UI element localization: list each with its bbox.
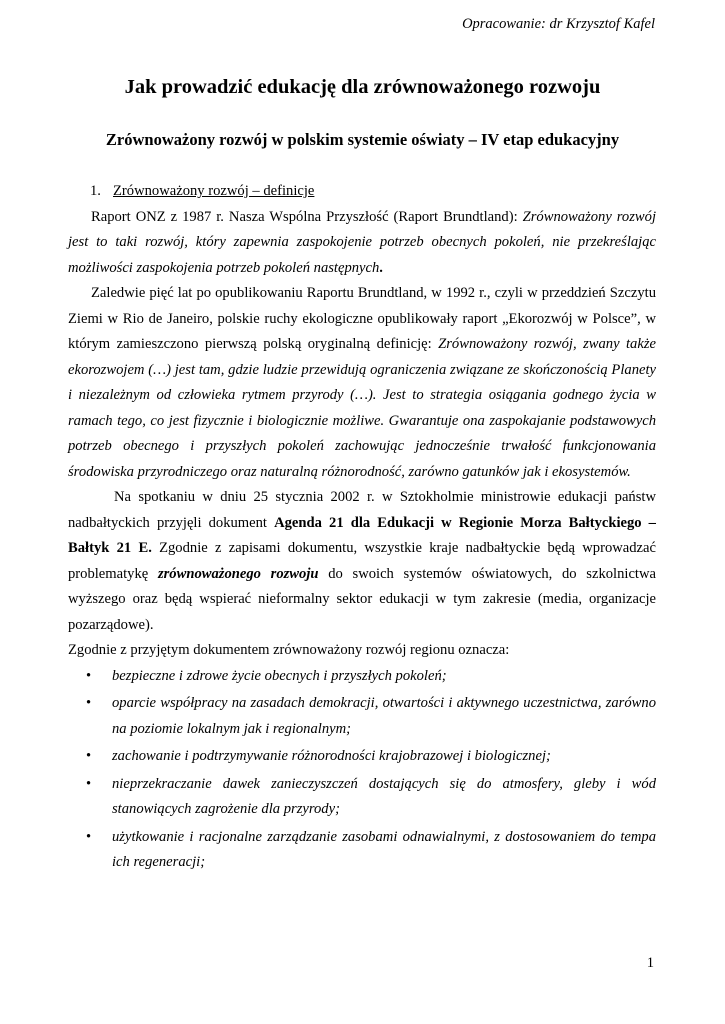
list-item [68, 825, 656, 876]
bullet-icon: • [86, 695, 92, 711]
list-item-text: użytkowanie i racjonalne zarządzanie zasobami odnawialnymi, z dostosowaniem do tempa ich regeneracji; [112, 828, 656, 870]
section-heading [68, 179, 656, 205]
document-subtitle: Zrównoważony rozwój w polskim systemie oświaty – IV etap edukacyjny [105, 130, 620, 149]
agenda21-emphasis: zrównoważonego rozwoju [157, 565, 319, 582]
bullet-icon: • [86, 667, 92, 684]
bullet-icon: • [86, 775, 92, 792]
list-item [68, 744, 656, 770]
document-title: Jak prowadzić edukację dla zrównoważonego rozwoju [124, 76, 601, 98]
list-item [68, 664, 656, 690]
paragraph-agenda21-part3: do swoich systemów oświatowych, do szkolnictwa wyższego oraz będą wspierać nieformalny sektor edukacji w tym zakresie (media, organizacje pozarządowe). [68, 565, 656, 633]
ekorozwoj-definition: Zrównoważony rozwój, zwany także ekorozwojem (…) jest tam, gdzie ludzie przewidują ograniczenia związane ze skończonością Planety i niezależnym od człowieka rytmem przyrody (…). Jest to strategia osiągania godnego życia w ramach tego, co jest fizycznie i biologicznie możliwe. Gwarantuje ona zaspokajanie podstawowych potrzeb obecnego i przyszłych pokoleń zachowując jednocześnie trwałość funkcjonowania środowiska przyrodniczego oraz naturalną różnorodność, zarówno gatunków jak i ekosystemów. [68, 336, 656, 480]
list-intro: Zgodnie z przyjętym dokumentem zrównoważony rozwój regionu oznacza: [68, 642, 510, 658]
agenda21-document-name: Agenda 21 dla Edukacji w Regionie Morza Bałtyckiego – Bałtyk 21 E. [68, 514, 656, 556]
paragraph-ekorozwoj-intro: Zaledwie pięć lat po opublikowaniu Raportu Brundtland, w 1992 r., czyli w przeddzień Szczytu Ziemi w Rio de Janeiro, polskie ruchy ekologiczne opublikowały raport „Ekorozwój w Polsce”, w którym zamieszczono pierwszą polską oryginalną definicję: [68, 285, 656, 352]
list-item [68, 772, 656, 823]
bullet-icon: • [86, 748, 92, 764]
brundtland-definition: Zrównoważony rozwój jest to taki rozwój, który zapewnia zaspokojenie potrzeb obecnych pokoleń, nie przekreślając możliwości zaspokojenia potrzeb pokoleń następnych [68, 208, 656, 276]
list-item-text: oparcie współpracy na zasadach demokracji, otwartości i aktywnego uczestnictwa, zarówno na poziomie lokalnym jak i regionalnym; [112, 695, 656, 737]
paragraph-brundtland [68, 205, 656, 282]
list-item [68, 691, 656, 742]
document-body [68, 179, 656, 878]
paragraph-agenda21-part2: Zgodnie z zapisami dokumentu, wszystkie kraje nadbałtyckie będą wprowadzać problematykę [68, 540, 656, 582]
bullet-icon: • [86, 828, 92, 845]
paragraph-agenda21 [68, 485, 656, 638]
brundtland-definition-end: . [379, 259, 383, 276]
list-item-text: nieprzekraczanie dawek zanieczyszczeń dostających się do atmosfery, gleby i wód stanowiących zagrożenie dla przyrody; [112, 775, 656, 817]
bullet-list [68, 664, 656, 876]
paragraph-agenda21-part1: Na spotkaniu w dniu 25 stycznia 2002 r. w Sztokholmie ministrowie edukacji państw nadbałtyckich przyjęli dokument [68, 489, 656, 531]
paragraph-brundtland-intro: Raport ONZ z 1987 r. Nasza Wspólna Przyszłość (Raport Brundtland): [91, 208, 523, 225]
header-author: Opracowanie: dr Krzysztof Kafel [462, 16, 655, 32]
paragraph-ekorozwoj [68, 281, 656, 485]
section-number: 1. [90, 183, 101, 199]
list-item-text: bezpieczne i zdrowe życie obecnych i przyszłych pokoleń; [112, 667, 447, 684]
section-heading-text: Zrównoważony rozwój – definicje [113, 183, 315, 199]
page-number: 1 [646, 955, 654, 971]
list-item-text: zachowanie i podtrzymywanie różnorodności krajobrazowej i biologicznej; [112, 748, 551, 764]
